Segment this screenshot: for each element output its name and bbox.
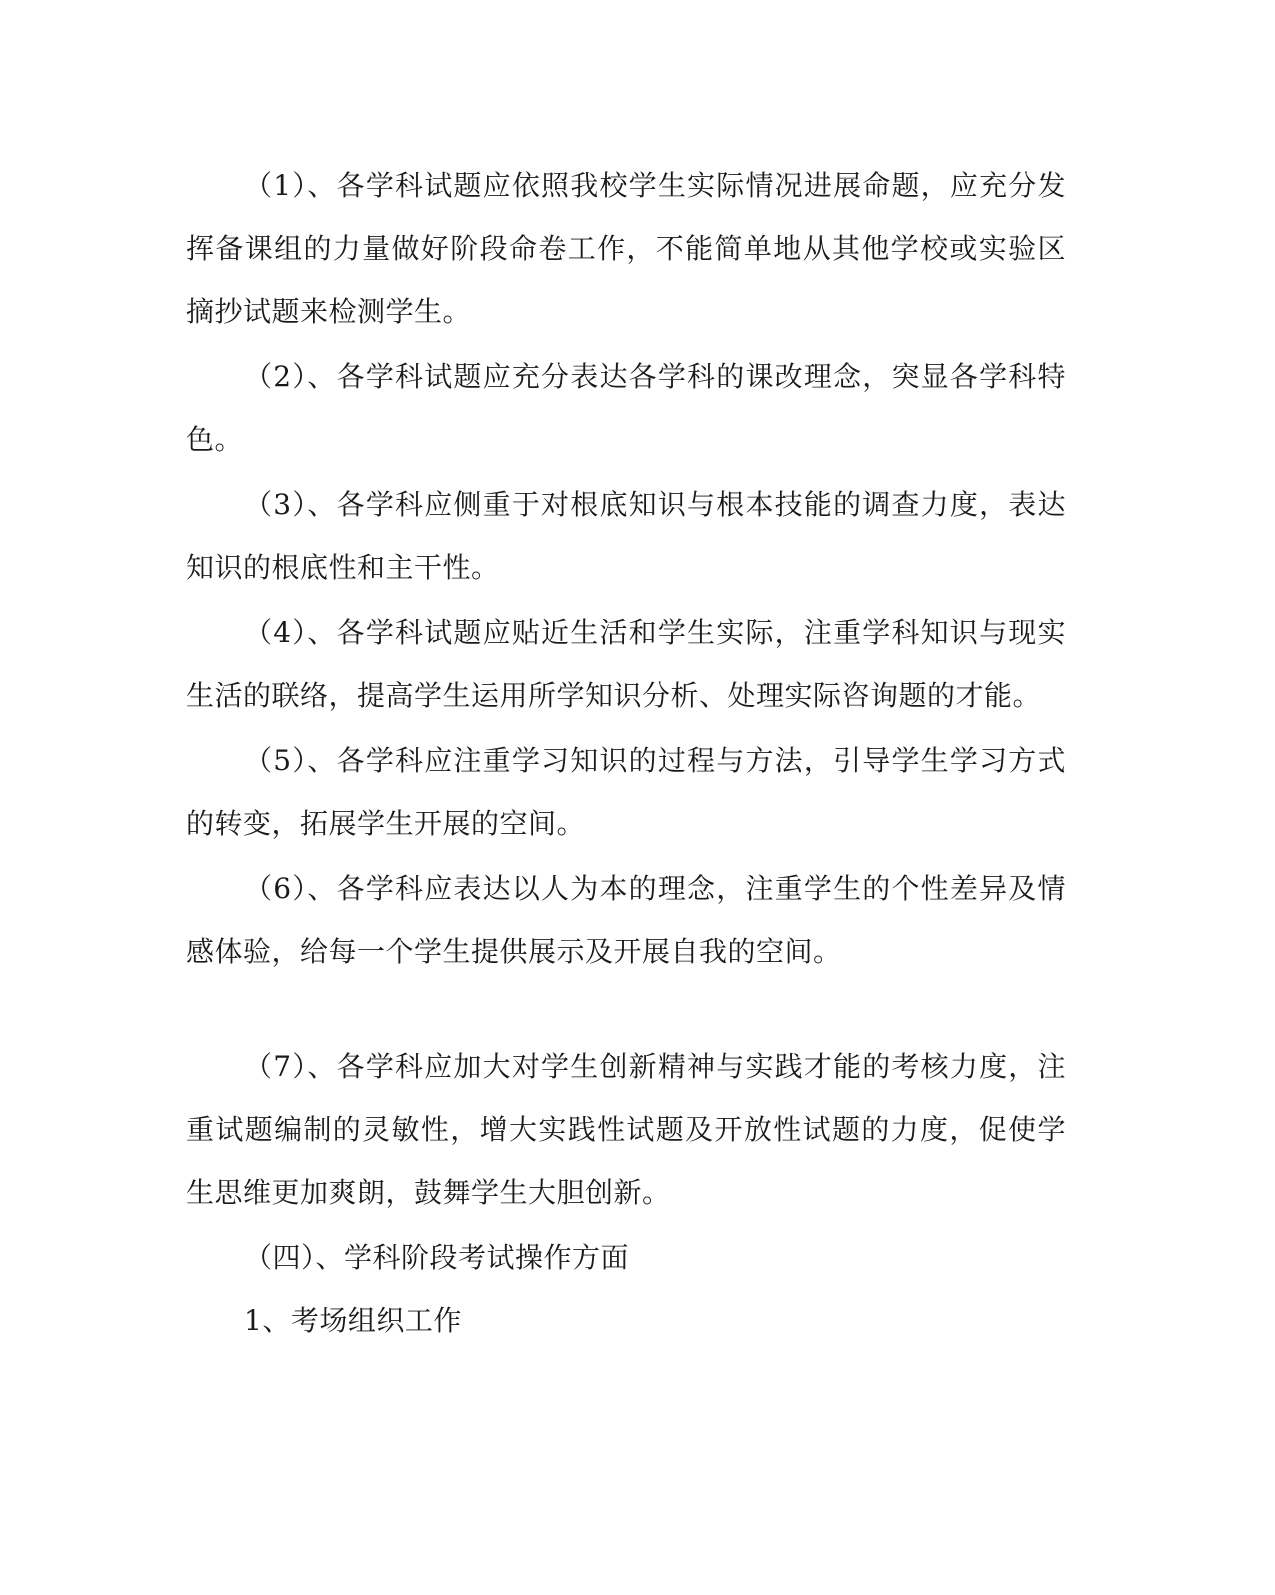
paragraph-2: （2）、各学科试题应充分表达各学科的课改理念，突显各学科特色。: [186, 360, 1066, 456]
paragraph-1: （1）、各学科试题应依照我校学生实际情况进展命题，应充分发挥备课组的力量做好阶段命卷工作，不能简单地从其他学校或实验区摘抄试题来检测学生。: [186, 169, 1066, 328]
paragraph-4: （4）、各学科试题应贴近生活和学生实际，注重学科知识与现实生活的联络，提高学生运用所学知识分析、处理实际咨询题的才能。: [186, 616, 1066, 712]
paragraph-5: （5）、各学科应注重学习知识的过程与方法，引导学生学习方式的转变，拓展学生开展的空间。: [186, 744, 1066, 840]
paragraph-3: （3）、各学科应侧重于对根底知识与根本技能的调查力度，表达知识的根底性和主干性。: [186, 488, 1066, 584]
section-heading: （四）、学科阶段考试操作方面: [244, 1241, 630, 1274]
paragraph-7: （7）、各学科应加大对学生创新精神与实践才能的考核力度，注重试题编制的灵敏性，增大实践性试题及开放性试题的力度，促使学生思维更加爽朗，鼓舞学生大胆创新。: [186, 1050, 1066, 1209]
paragraph-6: （6）、各学科应表达以人为本的理念，注重学生的个性差异及情感体验，给每一个学生提供展示及开展自我的空间。: [186, 872, 1066, 968]
subheading: 1、考场组织工作: [244, 1304, 462, 1337]
document-page: [186, 154, 1066, 1352]
